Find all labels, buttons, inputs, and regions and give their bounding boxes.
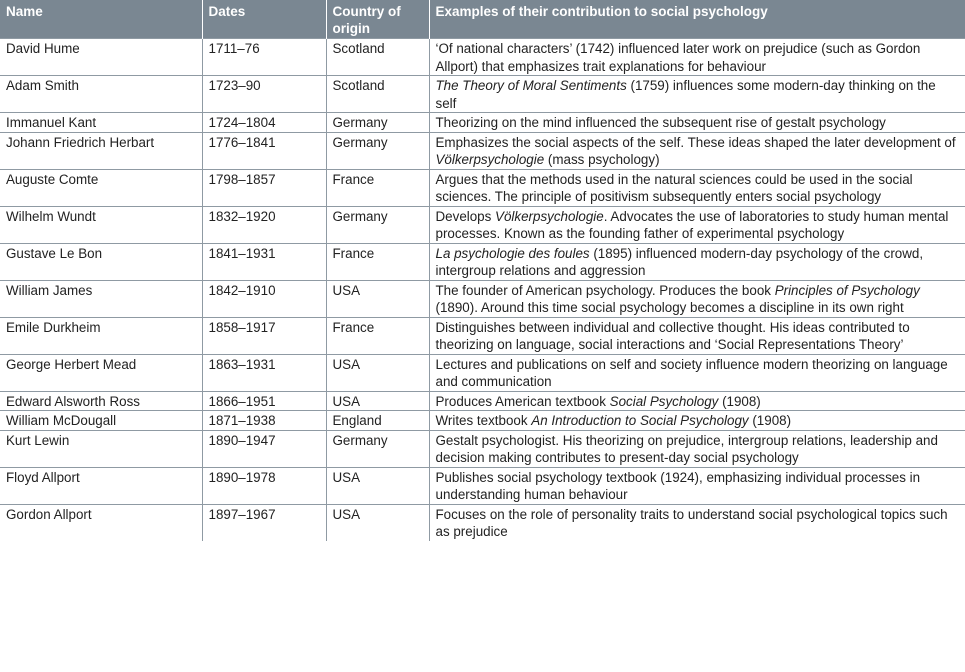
italic-title-text: Principles of Psychology [774, 282, 920, 298]
cell-country: USA [326, 354, 429, 391]
cell-dates: 1890–1947 [202, 430, 326, 467]
cell-name: David Hume [0, 39, 202, 76]
header-examples: Examples of their contribution to social psychology [429, 0, 965, 39]
cell-country: France [326, 317, 429, 354]
table-row [0, 430, 965, 467]
cell-dates: 1871–1938 [202, 411, 326, 431]
example-text: Focuses on the role of personality traits to understand social psychological topics such as prejudice [435, 506, 948, 539]
table-row [0, 132, 965, 169]
table-row [0, 391, 965, 411]
cell-country: USA [326, 504, 429, 541]
cell-examples [429, 504, 965, 541]
cell-dates: 1890–1978 [202, 467, 326, 504]
cell-dates: 1858–1917 [202, 317, 326, 354]
cell-name: George Herbert Mead [0, 354, 202, 391]
cell-country: USA [326, 280, 429, 317]
example-text: Gestalt psychologist. His theorizing on prejudice, intergroup relations, leadership and decision making contributes to present-day social psychology [435, 432, 938, 465]
cell-name: Gordon Allport [0, 504, 202, 541]
cell-examples [429, 113, 965, 133]
cell-dates: 1832–1920 [202, 206, 326, 243]
example-text: Emphasizes the social aspects of the self. These ideas shaped the later development of [435, 134, 956, 150]
italic-title-text: An Introduction to Social Psychology [531, 413, 749, 428]
example-text: (1908) [718, 393, 761, 409]
cell-country: France [326, 243, 429, 280]
cell-country: France [326, 169, 429, 206]
cell-examples [429, 467, 965, 504]
cell-examples [429, 411, 965, 431]
example-text: Lectures and publications on self and society influence modern theorizing on language and communication [435, 356, 948, 389]
example-text: ‘Of national characters’ (1742) influenced later work on prejudice (such as Gordon Allport) that emphasizes trait explanations for behaviour [435, 41, 921, 74]
cell-examples [429, 206, 965, 243]
example-text: Produces American textbook [435, 393, 610, 409]
example-text: (1908) [748, 413, 792, 428]
cell-dates: 1866–1951 [202, 391, 326, 411]
cell-name: William McDougall [0, 411, 202, 431]
example-text: (1759) influences some modern-day thinking on the self [435, 78, 936, 111]
table-row [0, 169, 965, 206]
cell-country: USA [326, 467, 429, 504]
header-country: Country of origin [326, 0, 429, 39]
example-text: . Advocates the use of laboratories to study human mental processes. Known as the founding father of experimental psychology [435, 208, 949, 241]
header-row [0, 0, 965, 39]
cell-dates: 1776–1841 [202, 132, 326, 169]
table-row [0, 317, 965, 354]
cell-dates: 1842–1910 [202, 280, 326, 317]
cell-dates: 1863–1931 [202, 354, 326, 391]
italic-title-text: La psychologie des foules [435, 245, 590, 261]
cell-name: Wilhelm Wundt [0, 206, 202, 243]
cell-country: Scotland [326, 76, 429, 113]
table-row [0, 76, 965, 113]
cell-examples [429, 76, 965, 113]
italic-title-text: The Theory of Moral Sentiments [435, 78, 627, 93]
table-row [0, 39, 965, 76]
example-text: (mass psychology) [544, 152, 660, 167]
italic-title-text: Völkerpsychologie [495, 208, 604, 224]
table-row [0, 243, 965, 280]
table-row [0, 504, 965, 541]
example-text: Develops [435, 208, 496, 224]
cell-country: Germany [326, 113, 429, 133]
table-body [0, 39, 965, 541]
cell-country: Scotland [326, 39, 429, 76]
example-text: Distinguishes between individual and collective thought. His ideas contributed to theorizing on language, social interactions and ‘Social Representations Theory’ [435, 319, 910, 352]
table-row [0, 206, 965, 243]
cell-country: Germany [326, 430, 429, 467]
cell-dates: 1841–1931 [202, 243, 326, 280]
cell-name: Floyd Allport [0, 467, 202, 504]
cell-dates: 1724–1804 [202, 113, 326, 133]
example-text: Theorizing on the mind influenced the subsequent rise of gestalt psychology [435, 115, 886, 130]
cell-name: Gustave Le Bon [0, 243, 202, 280]
cell-name: Auguste Comte [0, 169, 202, 206]
cell-dates: 1798–1857 [202, 169, 326, 206]
example-text: (1890). Around this time social psychology becomes a discipline in its own right [435, 300, 904, 315]
cell-examples [429, 317, 965, 354]
table-row [0, 280, 965, 317]
cell-country: Germany [326, 206, 429, 243]
italic-title-text: Völkerpsychologie [435, 152, 545, 167]
cell-examples [429, 430, 965, 467]
table-row [0, 411, 965, 431]
header-name: Name [0, 0, 202, 39]
header-dates: Dates [202, 0, 326, 39]
cell-examples [429, 354, 965, 391]
cell-examples [429, 132, 965, 169]
italic-title-text: Social Psychology [609, 393, 719, 409]
table-row [0, 467, 965, 504]
cell-country: Germany [326, 132, 429, 169]
table-row [0, 354, 965, 391]
table-row [0, 113, 965, 133]
cell-country: USA [326, 391, 429, 411]
cell-name: Edward Alsworth Ross [0, 391, 202, 411]
cell-dates: 1723–90 [202, 76, 326, 113]
cell-name: Emile Durkheim [0, 317, 202, 354]
cell-dates: 1897–1967 [202, 504, 326, 541]
cell-country: England [326, 411, 429, 431]
table-header [0, 0, 965, 39]
example-text: The founder of American psychology. Produces the book [435, 282, 775, 298]
cell-name: Johann Friedrich Herbart [0, 132, 202, 169]
example-text: Argues that the methods used in the natural sciences could be used in the social sciences. The principle of positivism subsequently enters social psychology [435, 171, 913, 204]
example-text: Writes textbook [435, 413, 532, 428]
cell-examples [429, 243, 965, 280]
cell-name: William James [0, 280, 202, 317]
example-text: (1895) influenced modern-day psychology of the crowd, intergroup relations and aggression [435, 245, 924, 278]
cell-name: Adam Smith [0, 76, 202, 113]
cell-dates: 1711–76 [202, 39, 326, 76]
cell-name: Immanuel Kant [0, 113, 202, 133]
cell-examples [429, 280, 965, 317]
cell-name: Kurt Lewin [0, 430, 202, 467]
example-text: Publishes social psychology textbook (1924), emphasizing individual processes in understanding human behaviour [435, 469, 921, 502]
cell-examples [429, 39, 965, 76]
cell-examples [429, 169, 965, 206]
cell-examples [429, 391, 965, 411]
